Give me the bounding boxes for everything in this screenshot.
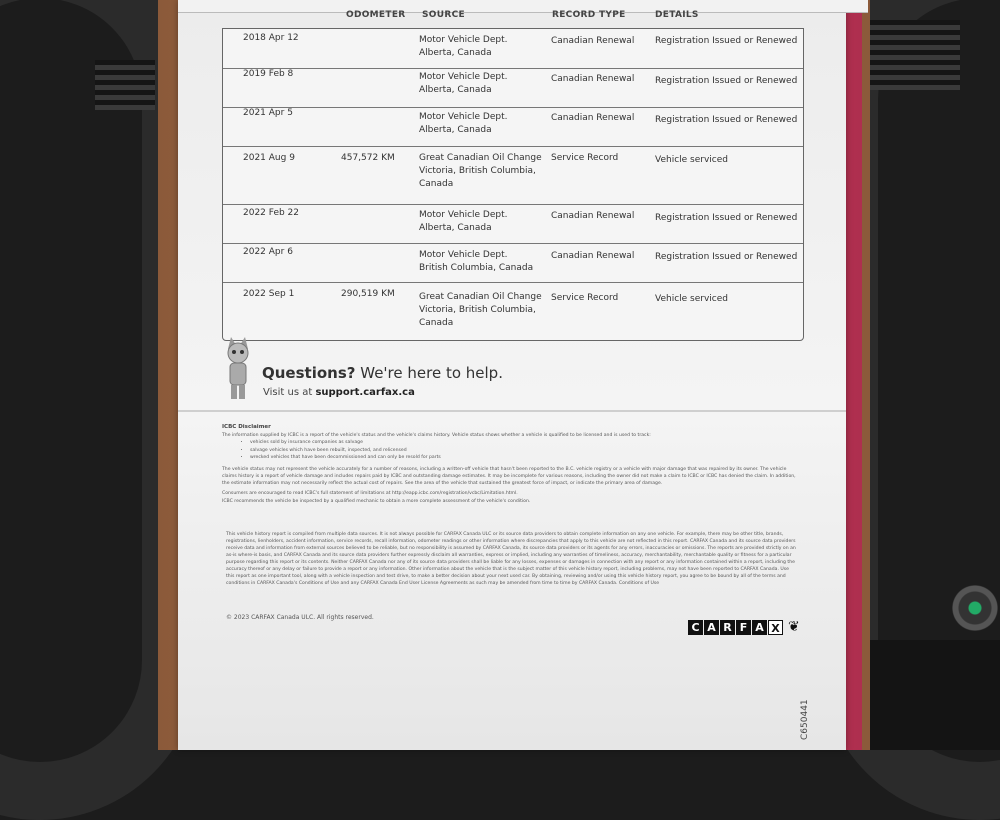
header-source: SOURCE: [422, 10, 465, 20]
icbc-disclaimer-title: ICBC Disclaimer: [222, 424, 271, 430]
table-row: [223, 146, 803, 205]
row-date: 2019 Feb 8: [243, 69, 294, 79]
row-source-line: Alberta, Canada: [419, 85, 492, 95]
row-record-type: Canadian Renewal: [551, 113, 635, 123]
row-source-line: Canada: [419, 179, 454, 189]
icbc-paragraph: Consumers are encouraged to read ICBC's full statement of limitations at http://eapp.icbc.com/registration/vcbc/Limitation.html.: [222, 491, 518, 496]
logo-letter: F: [736, 620, 751, 635]
row-source-line: Victoria, British Columbia,: [419, 166, 536, 176]
table-row: [223, 204, 803, 244]
dashboard-knob: [952, 585, 998, 631]
maple-leaf-icon: ❦: [788, 619, 800, 635]
row-date: 2021 Apr 5: [243, 108, 293, 118]
row-record-type: Service Record: [551, 293, 619, 303]
list-item: • wrecked vehicles that have been decommissioned and can only be resold for parts: [250, 454, 441, 462]
row-details: Registration Issued or Renewed: [655, 36, 798, 46]
row-date: 2022 Feb 22: [243, 208, 300, 218]
air-vent-left: [95, 60, 155, 110]
row-record-type: Canadian Renewal: [551, 251, 635, 261]
row-date: 2021 Aug 9: [243, 153, 295, 163]
table-row: [223, 282, 803, 340]
row-source-line: Canada: [419, 318, 454, 328]
row-source-line: Great Canadian Oil Change: [419, 292, 542, 302]
row-source-line: Motor Vehicle Dept.: [419, 112, 508, 122]
carfax-logo: [688, 619, 800, 635]
row-date: 2018 Apr 12: [243, 33, 299, 43]
icbc-paragraph: ICBC recommends the vehicle be inspected by a qualified mechanic to obtain a more complete assessment of the vehicle's condition.: [222, 499, 531, 504]
help-heading-bold: Questions?: [262, 364, 356, 382]
section-divider: [178, 410, 846, 412]
help-heading-rest: We're here to help.: [355, 364, 503, 382]
row-record-type: Canadian Renewal: [551, 211, 635, 221]
copyright: © 2023 CARFAX Canada ULC. All rights reserved.: [226, 614, 374, 621]
row-source-line: Motor Vehicle Dept.: [419, 72, 508, 82]
document-code: C650441: [800, 699, 810, 740]
row-record-type: Canadian Renewal: [551, 36, 635, 46]
row-details: Registration Issued or Renewed: [655, 115, 798, 125]
table-row: [223, 107, 803, 147]
table-header: [222, 10, 804, 28]
history-table: [222, 28, 804, 341]
row-details: Registration Issued or Renewed: [655, 213, 798, 223]
row-record-type: Canadian Renewal: [551, 74, 635, 84]
row-odometer: 457,572 KM: [341, 153, 395, 163]
legal-disclaimer: This vehicle history report is compiled from multiple data sources. It is not always possible for CARFAX Canada ULC or its source data providers to obtain complete information on any one vehicle. For example, there may be other title, brands, registrations, lienholders, accident information, service records, recall information, odometer readings or other information where discrepancies that apply to this vehicle are not reflected in this report. CARFAX Canada and its source data providers receive data and information from external sources believed to be reliable, but no responsibility is assumed by CARFAX Canada, its source data providers or its agents for any errors, inaccuracies or omissions. The reports are provided strictly on an as-is where-is basis, and CARFAX Canada and its source data providers further expressly disclaim all warranties, express or implied, including any warranties of timeliness, accuracy, merchantability, merchantable quality or fitness for a particular purpose regarding this report or its contents. Neither CARFAX Canada nor any of its source data providers shall be liable for any losses, expenses or damages in connection with any report or any information contained within a report, including the accuracy thereof or any delay or failure to provide a report or any information. Other information about the vehicle that is the subject matter of this vehicle history report, including problems, may not have been reported to CARFAX Canada. Use this report as one important tool, along with a vehicle inspection and test drive, to make a better decision about your next used car. By obtaining, reviewing and/or using this vehicle history report, you agree to be bound by all of the terms and conditions in CARFAX Canada's Conditions of Use and any CARFAX Canada End User License Agreements as such may be amended from time to time by CARFAX Canada. Conditions of Use: [226, 532, 796, 586]
row-source-line: Motor Vehicle Dept.: [419, 210, 508, 220]
logo-letter: X: [768, 620, 783, 635]
row-odometer: 290,519 KM: [341, 289, 395, 299]
help-heading: [262, 364, 503, 382]
logo-letter: A: [752, 620, 767, 635]
header-details: DETAILS: [655, 10, 699, 20]
row-details: Registration Issued or Renewed: [655, 76, 798, 86]
row-details: Registration Issued or Renewed: [655, 252, 798, 262]
row-details: Vehicle serviced: [655, 294, 728, 304]
logo-letter: R: [720, 620, 735, 635]
row-source-line: Alberta, Canada: [419, 48, 492, 58]
clipboard-edge: [846, 0, 862, 750]
list-item: • vehicles sold by insurance companies as salvage: [250, 439, 441, 447]
header-odometer: ODOMETER: [346, 10, 406, 20]
row-source-line: Great Canadian Oil Change: [419, 153, 542, 163]
icbc-bullet-list: [250, 439, 441, 462]
console-floor: [860, 640, 1000, 750]
table-row: [223, 68, 803, 108]
table-row: [223, 29, 803, 69]
row-details: Vehicle serviced: [655, 155, 728, 165]
list-item: • salvage vehicles which have been rebuilt, inspected, and relicensed: [250, 447, 441, 455]
table-row: [223, 243, 803, 283]
logo-letter: C: [688, 620, 703, 635]
support-prefix: Visit us at: [263, 387, 316, 398]
row-date: 2022 Sep 1: [243, 289, 295, 299]
logo-letter: A: [704, 620, 719, 635]
icbc-paragraph: The vehicle status may not represent the vehicle accurately for a number of reasons, including a written-off vehicle that hasn't been reported to the B.C. vehicle registry or a vehicle with major damage that was repaired by its owner. The vehicle claims history is a report of vehicle damage and includes repairs paid by ICBC and outstanding damage estimates. It may be incomplete for various reasons, including the owner did not make a claim to ICBC or ICBC has denied the claim. In addition, the estimate information may not necessarily reflect the actual cost of repairs. See the area of the vehicle that sustained the greatest force of impact, or indicate the primary area of damage.: [222, 467, 796, 486]
support-line: [263, 387, 415, 398]
icbc-intro: The information supplied by ICBC is a report of the vehicle's status and the vehicle's claims history. Vehicle status shows whether a vehicle is qualified to be licensed and is used to track:: [222, 433, 651, 438]
row-source-line: Motor Vehicle Dept.: [419, 35, 508, 45]
header-record-type: RECORD TYPE: [552, 10, 626, 20]
support-link[interactable]: support.carfax.ca: [315, 387, 415, 398]
row-source-line: British Columbia, Canada: [419, 263, 534, 273]
row-source-line: Motor Vehicle Dept.: [419, 250, 508, 260]
row-date: 2022 Apr 6: [243, 247, 293, 257]
row-source-line: Alberta, Canada: [419, 223, 492, 233]
row-source-line: Victoria, British Columbia,: [419, 305, 536, 315]
row-record-type: Service Record: [551, 153, 619, 163]
row-source-line: Alberta, Canada: [419, 125, 492, 135]
carfox-mascot-icon: [222, 335, 254, 401]
